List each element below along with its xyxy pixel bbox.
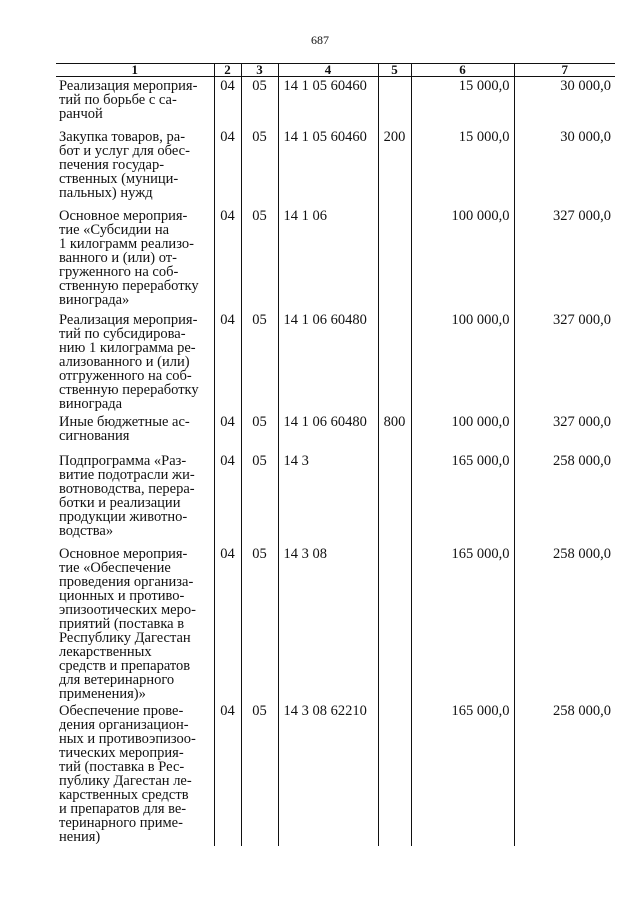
row-amount-1: 15 000,0 (411, 128, 514, 207)
row-amount-2: 258 000,0 (514, 702, 615, 846)
row-subsection: 05 (241, 311, 278, 413)
header-col-4: 4 (278, 64, 378, 77)
row-expense-type (378, 311, 411, 413)
table-row (56, 128, 615, 207)
row-section: 04 (214, 702, 241, 846)
row-name: Реализация мероприя- тий по борьбе с са- ранчой (59, 78, 198, 122)
row-amount-1: 165 000,0 (411, 452, 514, 545)
row-target-article: 14 1 06 60480 (278, 311, 378, 413)
row-name: Реализация мероприя- тий по субсидирова- нию 1 килограмма ре- ализованного и (или) отгруженного на соб- ственную переработку винограда (59, 311, 199, 412)
row-amount-1: 15 000,0 (411, 77, 514, 128)
row-name: Основное мероприя- тие «Обеспечение проведения организа- ционных и противо- эпизоотических меро- приятий (поставка в Республику Дагестан лекарственных средств и препаратов для ветеринарного применения)» (59, 545, 196, 702)
row-target-article: 14 3 08 (278, 545, 378, 702)
row-subsection: 05 (241, 452, 278, 545)
row-section: 04 (214, 311, 241, 413)
row-section: 04 (214, 128, 241, 207)
row-target-article: 14 1 05 60460 (278, 128, 378, 207)
row-amount-2: 327 000,0 (514, 207, 615, 311)
row-amount-2: 327 000,0 (514, 311, 615, 413)
row-amount-1: 100 000,0 (411, 413, 514, 452)
header-col-3: 3 (241, 64, 278, 77)
row-amount-2: 30 000,0 (514, 77, 615, 128)
header-col-5: 5 (378, 64, 411, 77)
header-row (56, 64, 615, 77)
row-target-article: 14 3 (278, 452, 378, 545)
row-section: 04 (214, 452, 241, 545)
row-subsection: 05 (241, 128, 278, 207)
row-amount-1: 100 000,0 (411, 311, 514, 413)
table-row (56, 77, 615, 128)
row-expense-type: 800 (378, 413, 411, 452)
table-row (56, 545, 615, 702)
row-amount-2: 258 000,0 (514, 452, 615, 545)
budget-table (56, 63, 615, 846)
table-row (56, 311, 615, 413)
row-target-article: 14 3 08 62210 (278, 702, 378, 846)
row-name: Подпрограмма «Раз- витие подотрасли жи- вотноводства, перера- ботки и реализации продукции животно- водства» (59, 452, 195, 539)
row-subsection: 05 (241, 77, 278, 128)
row-section: 04 (214, 77, 241, 128)
row-expense-type (378, 452, 411, 545)
row-amount-1: 165 000,0 (411, 545, 514, 702)
row-subsection: 05 (241, 545, 278, 702)
row-expense-type: 200 (378, 128, 411, 207)
row-subsection: 05 (241, 413, 278, 452)
row-section: 04 (214, 545, 241, 702)
row-expense-type (378, 207, 411, 311)
header-col-2: 2 (214, 64, 241, 77)
row-name: Обеспечение прове- дения организацион- ных и противоэпизоо- тических мероприя- тий (поставка в Рес- публику Дагестан ле- карственных средств и препаратов для ве- теринарного приме- нения) (59, 702, 196, 845)
table-row (56, 207, 615, 311)
row-expense-type (378, 77, 411, 128)
row-name: Иные бюджетные ас- сигнования (59, 413, 190, 444)
page-number: 687 (311, 33, 329, 47)
row-section: 04 (214, 413, 241, 452)
row-amount-1: 100 000,0 (411, 207, 514, 311)
row-target-article: 14 1 06 (278, 207, 378, 311)
table-row (56, 452, 615, 545)
table-row (56, 413, 615, 452)
row-amount-2: 30 000,0 (514, 128, 615, 207)
header-col-1: 1 (56, 64, 214, 77)
row-subsection: 05 (241, 207, 278, 311)
row-section: 04 (214, 207, 241, 311)
table-row (56, 702, 615, 846)
header-col-7: 7 (514, 64, 615, 77)
row-expense-type (378, 702, 411, 846)
header-col-6: 6 (411, 64, 514, 77)
row-target-article: 14 1 05 60460 (278, 77, 378, 128)
row-expense-type (378, 545, 411, 702)
row-target-article: 14 1 06 60480 (278, 413, 378, 452)
row-amount-1: 165 000,0 (411, 702, 514, 846)
row-amount-2: 258 000,0 (514, 545, 615, 702)
row-name: Закупка товаров, ра- бот и услуг для обес- печения государ- ственных (муници- пальных) нужд (59, 128, 190, 201)
row-name: Основное мероприя- тие «Субсидии на 1 килограмм реализо- ванного и (или) от- груженного на соб- ственную переработку винограда» (59, 207, 199, 308)
row-amount-2: 327 000,0 (514, 413, 615, 452)
row-subsection: 05 (241, 702, 278, 846)
